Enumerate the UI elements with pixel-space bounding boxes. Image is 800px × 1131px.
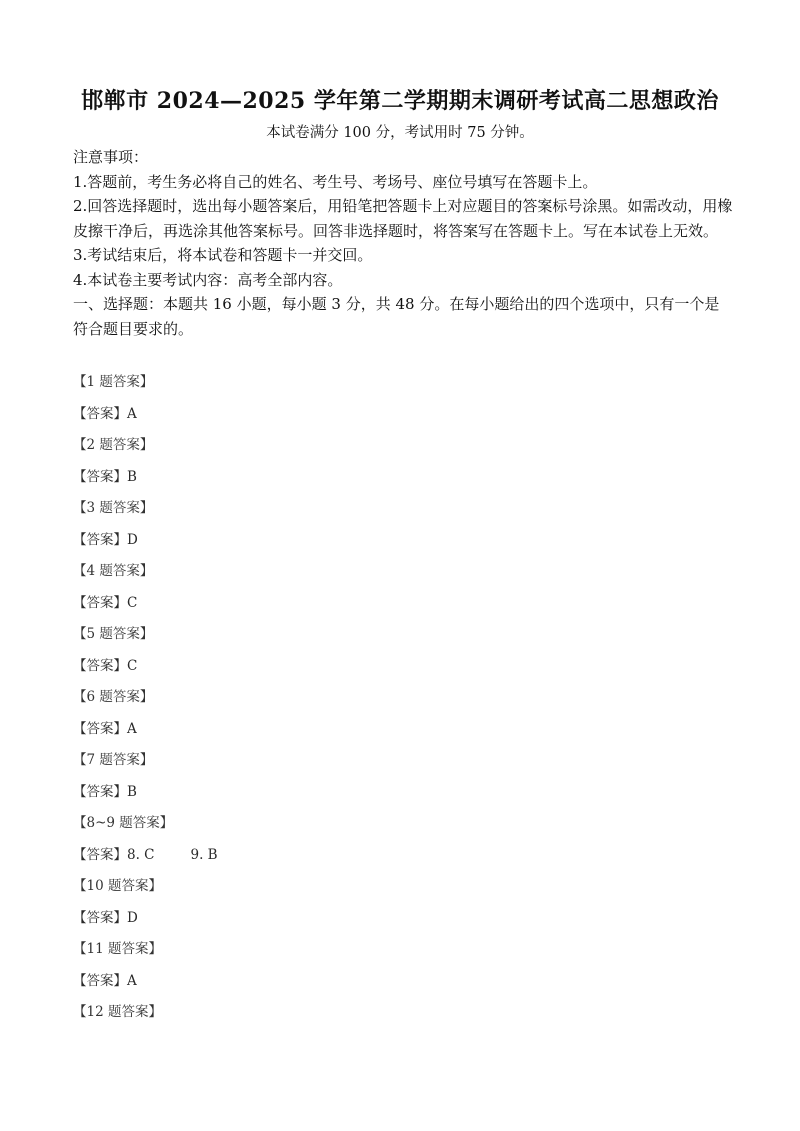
answer-line-multi	[73, 840, 733, 872]
answer-line: 【答案】C	[73, 657, 138, 674]
question-label: 【7 题答案】	[73, 752, 154, 768]
question-label: 【3 题答案】	[73, 500, 154, 516]
question-label: 【2 题答案】	[73, 437, 154, 453]
question-label: 【4 题答案】	[73, 563, 154, 579]
instruction-item: 2.回答选择题时，选出每小题答案后，用铅笔把答题卡上对应题目的答案标号涂黑。如需改动，用橡皮擦干净后，再选涂其他答案标号。回答非选择题时，将答案写在答题卡上。写在本试卷上无效。	[73, 197, 733, 240]
page-title: 邯郸市 2024—2025 学年第二学期期末调研考试高二思想政治	[81, 88, 719, 114]
answer-line: 【答案】A	[73, 972, 137, 989]
question-label: 【11 题答案】	[73, 941, 162, 957]
answer-line: 【答案】B	[73, 468, 137, 485]
instruction-item: 4.本试卷主要考试内容：高考全部内容。	[73, 270, 343, 289]
exam-info: 本试卷满分 100 分，考试用时 75 分钟。	[266, 125, 534, 141]
question-label: 【5 题答案】	[73, 626, 154, 642]
answer-line: 【答案】D	[73, 531, 138, 548]
question-label: 【1 题答案】	[73, 374, 154, 390]
section-heading: 一、选择题：本题共 16 小题，每小题 3 分，共 48 分。在每小题给出的四个选项中，只有一个是符合题目要求的。	[73, 295, 720, 338]
question-label: 【6 题答案】	[73, 689, 154, 705]
answer-line: 【答案】A	[73, 720, 137, 737]
question-label: 【8~9 题答案】	[73, 815, 174, 831]
answer-part: 【答案】8. C	[73, 846, 155, 863]
answer-line: 【答案】B	[73, 783, 137, 800]
instruction-item: 3.考试结束后，将本试卷和答题卡一并交回。	[73, 246, 373, 264]
question-label: 【12 题答案】	[73, 1004, 162, 1020]
answer-list	[73, 367, 733, 1029]
question-label: 【10 题答案】	[73, 878, 162, 894]
answer-line: 【答案】C	[73, 594, 138, 611]
answer-part: 9. B	[190, 846, 218, 863]
instructions-heading: 注意事项：	[73, 148, 149, 166]
answer-line: 【答案】A	[73, 405, 137, 422]
instructions	[73, 145, 733, 341]
answer-line: 【答案】D	[73, 909, 138, 926]
instruction-item: 1.答题前，考生务必将自己的姓名、考生号、考场号、座位号填写在答题卡上。	[73, 172, 598, 191]
